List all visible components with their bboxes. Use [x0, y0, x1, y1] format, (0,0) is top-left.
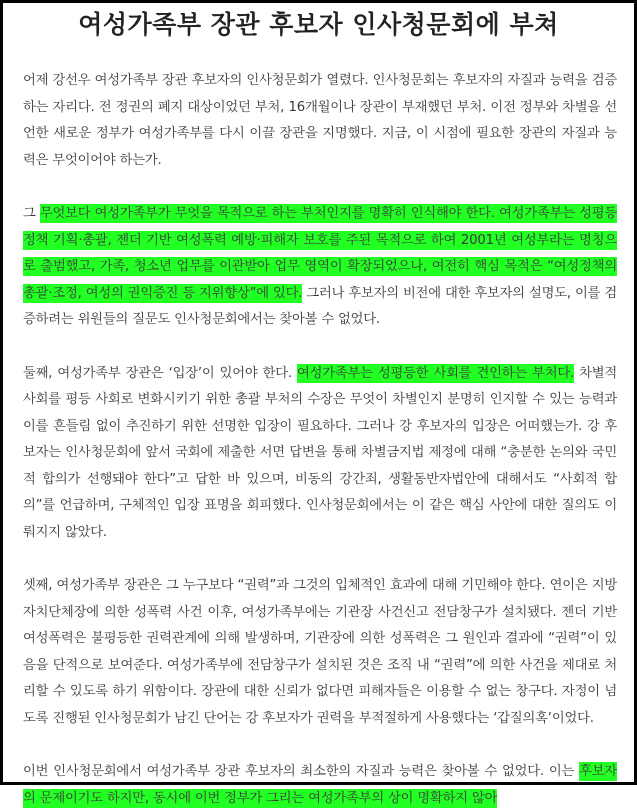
paragraph-text: 차별적 사회를 평등 사회로 변화시키기 위한 총괄 부처의 수장은 무엇이 차별인지 분명히 인지할 수 있는 능력과 이를 흔들림 없이 추진하기 위한 선명한 입장이 필요하다. 그러나 강 후보자의 입장은 어떠했는가. 강 후보자는 인사청문회에 앞서 국회에 제출한 서면 답변을 통해 차별금지법 제정에 대해 “충분한 논의와 국민적 합의가 선행돼야 한다”고 답한 바 있으며, 비동의 강간죄, 생활동반자법안에 대해서도 “사회적 합의”를 언급하며, 구체적인 입장 표명을 회피했다. 인사청문회에서는 이 같은 핵심 사안에 대한 질의도 이뤄지지 않았다. [23, 365, 618, 540]
paragraph-conclusion [3, 759, 634, 812]
paragraph-text: 그 [23, 206, 40, 221]
paragraph-third-point: 셋째, 여성가족부 장관은 그 누구보다 “권력”과 그것의 입체적인 효과에 대해 기민해야 한다. 연이은 지방자치단체장에 의한 성폭력 사건 이후, 여성가족부에는 기관장 사건신고 전담창구가 설치됐다. 젠더 기반 여성폭력은 불평등한 권력관계에 의해 발생하며, 기관장에 의한 성폭력은 그 원인과 결과에 “권력”이 있음을 단적으로 보여준다. 여성가족부에 전담창구가 설치된 것은 조직 내 “권력”에 의한 사건을 제대로 처리할 수 있도록 하기 위함이다. 장관에 대한 신뢰가 없다면 피해자들은 이용할 수 없는 창구다. 자정이 넘도록 진행된 인사청문회가 남긴 단어는 강 후보자가 권력을 부적절하게 사용했다는 ‘갑질의혹’이었다. [23, 578, 617, 726]
paragraph-text: 그러나 후보자의 비전에 대한 후보자의 설명도, 이를 검증하려는 위원들의 질문도 인사청문회에서는 찾아볼 수 없었다. [23, 285, 617, 327]
paragraph-intro: 어제 강선우 여성가족부 장관 후보자의 인사청문회가 열렸다. 인사청문회는 후보자의 자질과 능력을 검증하는 자리다. 전 정권의 폐지 대상이었던 부처, 16개월이나 장관이 부재했던 부처. 이전 정부와 차별을 선언한 새로운 정부가 여성가족부를 다시 이끌 장관을 지명했다. 지금, 이 시점에 필요한 장관의 자질과 능력은 무엇이어야 하는가. [23, 73, 617, 168]
highlighted-text: 무엇보다 여성가족부가 무엇을 목적으로 하는 부처인지를 명확히 인식해야 한다. 여성가족부는 성평등 정책 기획·총괄, 젠더 기반 여성폭력 예방·피해자 보호를 주된 목적으로 하여 2001년 여성부라는 명칭으로 출범했고, 가족, 청소년 업무를 이관받아 업무 영역이 확장되었으나, 여전히 핵심 목적은 “여성정책의 총괄·조정, 여성의 권익증진 등 지위향상”에 있다. [23, 206, 618, 301]
highlighted-text: 여성가족부는 성평등한 사회를 견인하는 부처다. [296, 365, 575, 381]
highlighted-text: 후보자의 문제이기도 하지만, 동시에 이번 정부가 그리는 여성가족부의 상이 명확하지 않아 [23, 764, 617, 806]
article-title: 여성가족부 장관 후보자 인사청문회에 부쳐 [78, 10, 559, 39]
paragraph-text: 둘째, 여성가족부 장관은 ‘입장’이 있어야 한다. [23, 365, 297, 381]
paragraph-second-point [3, 361, 634, 547]
paragraph-first-point [3, 201, 634, 334]
paragraph-text: 이번 인사청문회에서 여성가족부 장관 후보자의 최소한의 자질과 능력은 찾아볼 수 없었다. 이는 [23, 764, 580, 779]
